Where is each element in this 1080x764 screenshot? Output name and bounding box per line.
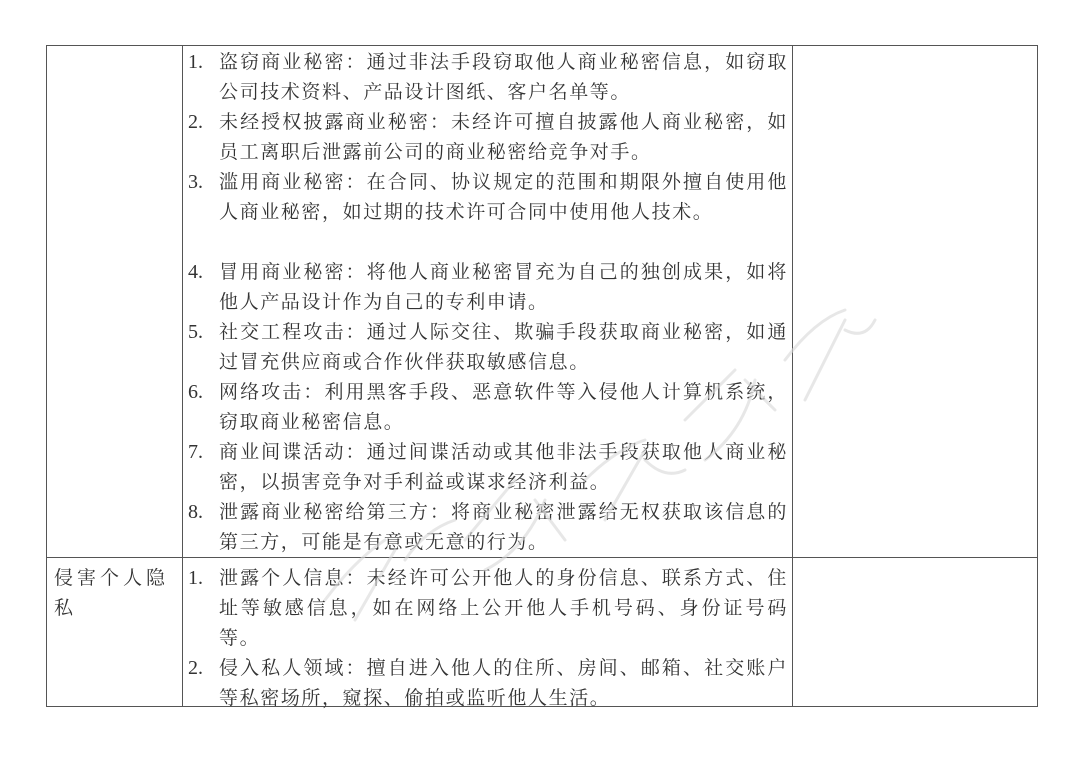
list-item — [188, 257, 788, 317]
list-item — [188, 107, 788, 167]
item-number: 3. — [188, 171, 203, 193]
list-item — [188, 377, 788, 437]
item-number: 1. — [188, 51, 203, 73]
table-border-left — [46, 45, 47, 707]
item-number: 2. — [188, 657, 203, 679]
item-text: 网络攻击：利用黑客手段、恶意软件等入侵他人计算机系统，窃取商业秘密信息。 — [219, 381, 788, 433]
item-text: 泄露个人信息：未经许可公开他人的身份信息、联系方式、住址等敏感信息，如在网络上公开他人手机号码、身份证号码等。 — [219, 567, 788, 649]
item-number: 6. — [188, 381, 203, 403]
item-text: 盗窃商业秘密：通过非法手段窃取他人商业秘密信息，如窃取公司技术资料、产品设计图纸、客户名单等。 — [219, 51, 788, 103]
item-number: 4. — [188, 261, 203, 283]
item-text: 冒用商业秘密：将他人商业秘密冒充为自己的独创成果，如将他人产品设计作为自己的专利申请。 — [219, 261, 788, 313]
item-text: 未经授权披露商业秘密：未经许可擅自披露他人商业秘密，如员工离职后泄露前公司的商业秘密给竞争对手。 — [219, 111, 788, 163]
item-text: 商业间谍活动：通过间谍活动或其他非法手段获取他人商业秘密，以损害竞争对手利益或谋求经济利益。 — [219, 441, 788, 493]
item-text: 社交工程攻击：通过人际交往、欺骗手段获取商业秘密，如通过冒充供应商或合作伙伴获取敏感信息。 — [219, 321, 788, 373]
category-label: 侵害个人隐私 — [54, 567, 170, 619]
table-border-right — [1037, 45, 1038, 707]
list-item — [188, 317, 788, 377]
item-number: 1. — [188, 567, 203, 589]
table-border-top — [46, 45, 1038, 46]
item-text: 侵入私人领域：擅自进入他人的住所、房间、邮箱、社交账户等私密场所，窥探、偷拍或监听他人生活。 — [219, 657, 788, 709]
item-text: 泄露商业秘密给第三方：将商业秘密泄露给无权获取该信息的第三方，可能是有意或无意的行为。 — [219, 501, 788, 553]
list-item — [188, 563, 788, 653]
list-item — [188, 437, 788, 497]
list-item — [188, 167, 788, 227]
column-divider — [182, 45, 183, 707]
item-number: 5. — [188, 321, 203, 343]
item-text: 滥用商业秘密：在合同、协议规定的范围和期限外擅自使用他人商业秘密，如过期的技术许可合同中使用他人技术。 — [219, 171, 788, 223]
list-item — [188, 47, 788, 107]
item-number: 8. — [188, 501, 203, 523]
row-divider — [46, 557, 1038, 558]
list-item — [188, 653, 788, 713]
item-number: 2. — [188, 111, 203, 133]
list-item — [188, 497, 788, 557]
column-divider — [792, 45, 793, 707]
item-number: 7. — [188, 441, 203, 463]
